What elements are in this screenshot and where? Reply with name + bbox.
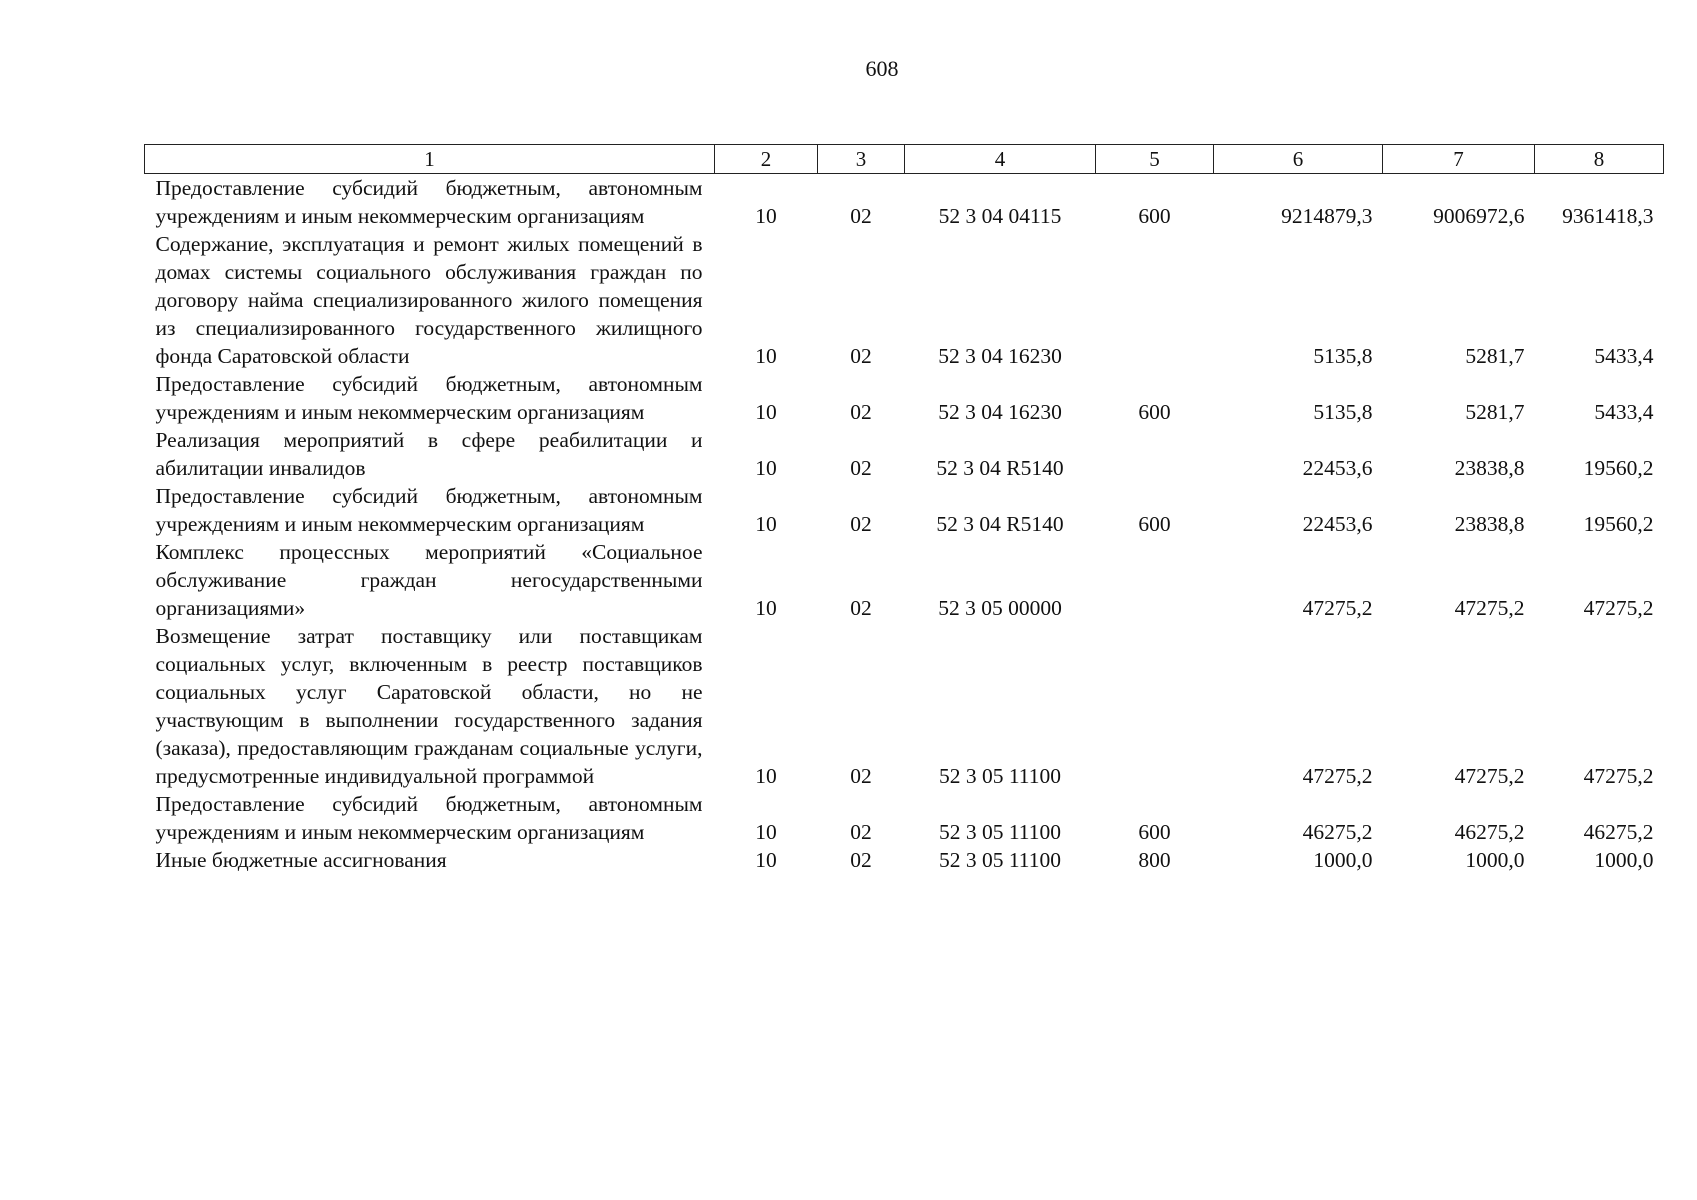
item-name: Комплекс процессных мероприятий «Социальное обслуживание граждан негосударственными организациями» — [155, 540, 703, 620]
amount-col8: 5433,4 — [1594, 344, 1654, 368]
expense-type-code — [1096, 426, 1214, 482]
amount-col6: 1000,0 — [1313, 848, 1373, 872]
program-code: 52 3 05 11100 — [938, 764, 1062, 788]
column-number-header: 2 — [715, 145, 818, 174]
amount-col8: 19560,2 — [1583, 512, 1654, 536]
item-name: Предоставление субсидий бюджетным, автономным учреждениям и иным некоммерческим организациям — [155, 792, 703, 844]
amount-col6: 5135,8 — [1313, 344, 1373, 368]
table-row — [145, 370, 1664, 426]
column-number-header: 7 — [1383, 145, 1535, 174]
amount-col7: 5281,7 — [1465, 400, 1525, 424]
section-code: 10 — [755, 456, 777, 480]
column-number-header: 1 — [145, 145, 715, 174]
section-code: 10 — [755, 344, 777, 368]
subsection-code: 02 — [850, 204, 872, 228]
section-code: 10 — [755, 596, 777, 620]
amount-col6: 47275,2 — [1302, 596, 1373, 620]
expense-type-code: 600 — [1138, 400, 1171, 424]
program-code: 52 3 05 11100 — [938, 848, 1062, 872]
subsection-code: 02 — [850, 456, 872, 480]
amount-col8: 47275,2 — [1583, 764, 1654, 788]
expense-type-code: 800 — [1138, 848, 1171, 872]
column-number-header: 8 — [1535, 145, 1664, 174]
subsection-code: 02 — [850, 400, 872, 424]
section-code: 10 — [755, 512, 777, 536]
column-number-header: 5 — [1096, 145, 1214, 174]
subsection-code: 02 — [850, 848, 872, 872]
table-row — [145, 426, 1664, 482]
table-row — [145, 174, 1664, 231]
item-name: Возмещение затрат поставщику или поставщикам социальных услуг, включенным в реестр поставщиков социальных услуг Саратовской области, но не участвующим в выполнении государственного задания (заказа), предоставляющим гражданам социальные услуги, предусмотренные индивидуальной программой — [155, 624, 703, 788]
amount-col7: 9006972,6 — [1433, 204, 1525, 228]
amount-col7: 23838,8 — [1454, 456, 1525, 480]
expense-type-code: 600 — [1138, 820, 1171, 844]
amount-col8: 5433,4 — [1594, 400, 1654, 424]
amount-col8: 19560,2 — [1583, 456, 1654, 480]
amount-col7: 1000,0 — [1465, 848, 1525, 872]
item-name: Иные бюджетные ассигнования — [155, 848, 447, 872]
program-code: 52 3 05 11100 — [938, 820, 1062, 844]
subsection-code: 02 — [850, 596, 872, 620]
expense-type-code — [1096, 538, 1214, 622]
amount-col8: 1000,0 — [1594, 848, 1654, 872]
subsection-code: 02 — [850, 820, 872, 844]
program-code: 52 3 04 16230 — [938, 400, 1062, 424]
expense-type-code — [1096, 622, 1214, 790]
budget-table — [144, 144, 1664, 874]
program-code: 52 3 04 R5140 — [936, 456, 1064, 480]
section-code: 10 — [755, 764, 777, 788]
table-row — [145, 482, 1664, 538]
amount-col6: 22453,6 — [1302, 512, 1373, 536]
section-code: 10 — [755, 848, 777, 872]
amount-col7: 46275,2 — [1454, 820, 1525, 844]
amount-col6: 46275,2 — [1302, 820, 1373, 844]
section-code: 10 — [755, 204, 777, 228]
item-name: Реализация мероприятий в сфере реабилитации и абилитации инвалидов — [155, 428, 703, 480]
amount-col7: 5281,7 — [1465, 344, 1525, 368]
program-code: 52 3 04 04115 — [938, 204, 1062, 228]
column-number-header: 4 — [905, 145, 1096, 174]
column-number-header: 6 — [1214, 145, 1383, 174]
expense-type-code — [1096, 230, 1214, 370]
amount-col8: 46275,2 — [1583, 820, 1654, 844]
program-code: 52 3 04 R5140 — [936, 512, 1064, 536]
table-row — [145, 846, 1664, 874]
table-row — [145, 790, 1664, 846]
amount-col8: 47275,2 — [1583, 596, 1654, 620]
table-row — [145, 622, 1664, 790]
column-number-row — [145, 145, 1664, 174]
table-row — [145, 538, 1664, 622]
amount-col7: 23838,8 — [1454, 512, 1525, 536]
item-name: Предоставление субсидий бюджетным, автономным учреждениям и иным некоммерческим организациям — [155, 372, 703, 424]
subsection-code: 02 — [850, 764, 872, 788]
item-name: Предоставление субсидий бюджетным, автономным учреждениям и иным некоммерческим организациям — [155, 484, 703, 536]
page-number: 608 — [865, 56, 899, 81]
amount-col6: 22453,6 — [1302, 456, 1373, 480]
amount-col6: 47275,2 — [1302, 764, 1373, 788]
program-code: 52 3 04 16230 — [938, 344, 1062, 368]
expense-type-code: 600 — [1138, 512, 1171, 536]
amount-col7: 47275,2 — [1454, 764, 1525, 788]
column-number-header: 3 — [818, 145, 905, 174]
item-name: Предоставление субсидий бюджетным, автономным учреждениям и иным некоммерческим организациям — [155, 176, 703, 228]
section-code: 10 — [755, 400, 777, 424]
section-code: 10 — [755, 820, 777, 844]
subsection-code: 02 — [850, 344, 872, 368]
amount-col7: 47275,2 — [1454, 596, 1525, 620]
program-code: 52 3 05 00000 — [938, 596, 1062, 620]
amount-col6: 9214879,3 — [1281, 204, 1373, 228]
subsection-code: 02 — [850, 512, 872, 536]
item-name: Содержание, эксплуатация и ремонт жилых помещений в домах системы социального обслуживания граждан по договору найма специализированного жилого помещения из специализированного государственного жилищного фонда Саратовской области — [155, 232, 703, 368]
table-row — [145, 230, 1664, 370]
amount-col6: 5135,8 — [1313, 400, 1373, 424]
expense-type-code: 600 — [1138, 204, 1171, 228]
amount-col8: 9361418,3 — [1562, 204, 1654, 228]
